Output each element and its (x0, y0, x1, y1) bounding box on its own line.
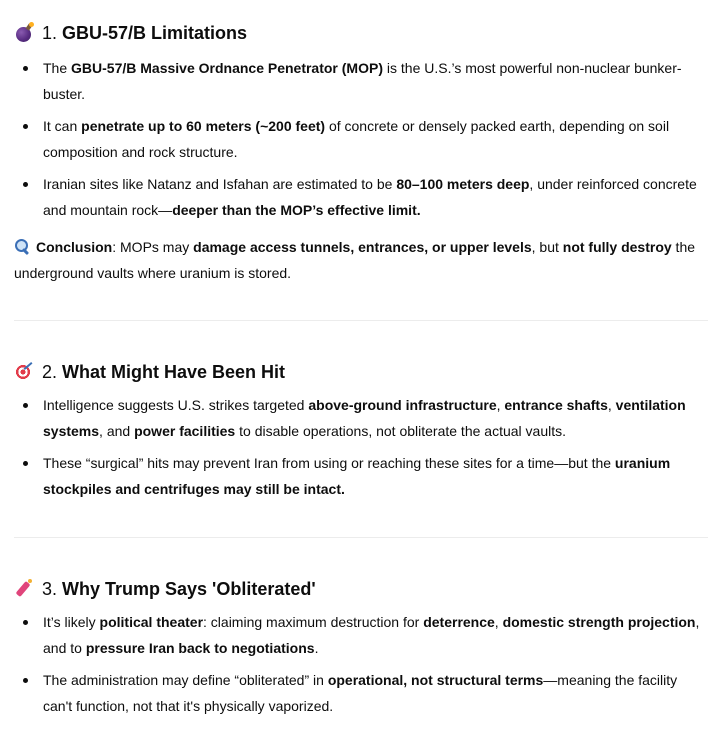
text-run: , but (531, 239, 563, 255)
dynamite-icon (14, 579, 34, 599)
section-2-bullets (14, 392, 708, 502)
section-2-title: What Might Have Been Hit (62, 362, 286, 382)
text-run: of concrete or densely packed earth, depending on soil composition and rock structure. (43, 118, 670, 160)
bold-text: uranium stockpiles and centrifuges may still be intact. (43, 455, 671, 497)
text-run: —meaning the facility can't function, not that it's physically vaporized. (43, 672, 678, 714)
text-run: Intelligence suggests U.S. strikes targeted (43, 397, 309, 413)
conclusion-text (14, 234, 708, 286)
text-run: . (314, 640, 319, 656)
bold-text: Conclusion (36, 239, 113, 255)
section-1 (14, 21, 708, 229)
section-2 (14, 360, 708, 508)
list-item (14, 667, 708, 719)
conclusion-content (14, 239, 695, 281)
text-run: is the U.S.’s most powerful non-nuclear bunker-buster. (43, 60, 682, 102)
text-run: It’s likely (43, 614, 100, 630)
section-1-number: 1. (42, 23, 58, 43)
text-run: , (607, 397, 616, 413)
bold-text: domestic strength projection (502, 614, 696, 630)
text-run: The administration may define “obliterated” in (43, 672, 328, 688)
text-run: The (43, 60, 72, 76)
list-item (14, 609, 708, 661)
text-run: , (494, 614, 503, 630)
bold-text: deterrence (423, 614, 495, 630)
bold-text: pressure Iran back to negotiations (85, 640, 315, 656)
bold-text: GBU-57/B Massive Ordnance Penetrator (MOP) (71, 60, 383, 76)
bold-text: penetrate up to 60 meters (~200 feet) (81, 118, 326, 134)
section-1-title: GBU-57/B Limitations (62, 23, 248, 43)
section-3-number: 3. (42, 579, 58, 599)
list-item (14, 450, 708, 502)
divider (14, 320, 708, 321)
text-run: Iranian sites like Natanz and Isfahan are estimated to be (43, 176, 397, 192)
bomb-icon (14, 23, 34, 43)
text-run: These “surgical” hits may prevent Iran from using or reaching these sites for a time—but the (43, 455, 615, 471)
list-item (14, 171, 708, 223)
section-1-heading (14, 21, 708, 45)
conclusion (14, 234, 708, 286)
magnifier-icon (14, 238, 30, 254)
bold-text: political theater (99, 614, 204, 630)
bold-text: above-ground infrastructure (308, 397, 497, 413)
text-run: to disable operations, not obliterate the actual vaults. (235, 423, 566, 439)
section-2-number: 2. (42, 362, 58, 382)
text-run: , and (99, 423, 135, 439)
bold-text: damage access tunnels, entrances, or upper levels (193, 239, 532, 255)
text-run: It can (43, 118, 82, 134)
bold-text: entrance shafts (504, 397, 608, 413)
list-item (14, 55, 708, 107)
bold-text: power facilities (134, 423, 236, 439)
section-1-bullets (14, 55, 708, 223)
list-item (14, 392, 708, 444)
text-run: the underground vaults where uranium is stored. (14, 239, 696, 281)
bold-text: 80–100 meters deep (396, 176, 530, 192)
text-run: , and to (43, 614, 700, 656)
text-run: : claiming maximum destruction for (203, 614, 424, 630)
section-3-heading (14, 577, 708, 601)
list-item (14, 113, 708, 165)
text-run: , (496, 397, 505, 413)
bold-text: deeper than the MOP’s effective limit. (172, 202, 421, 218)
section-3-bullets (14, 609, 708, 719)
target-icon (14, 362, 34, 382)
text-run: : MOPs may (112, 239, 194, 255)
bold-text: operational, not structural terms (327, 672, 544, 688)
section-2-heading (14, 360, 708, 384)
bold-text: ventilation systems (43, 397, 686, 439)
divider (14, 537, 708, 538)
section-3 (14, 577, 708, 725)
section-3-title: Why Trump Says 'Obliterated' (62, 579, 316, 599)
text-run: , under reinforced concrete and mountain rock— (43, 176, 697, 218)
bold-text: not fully destroy (562, 239, 672, 255)
